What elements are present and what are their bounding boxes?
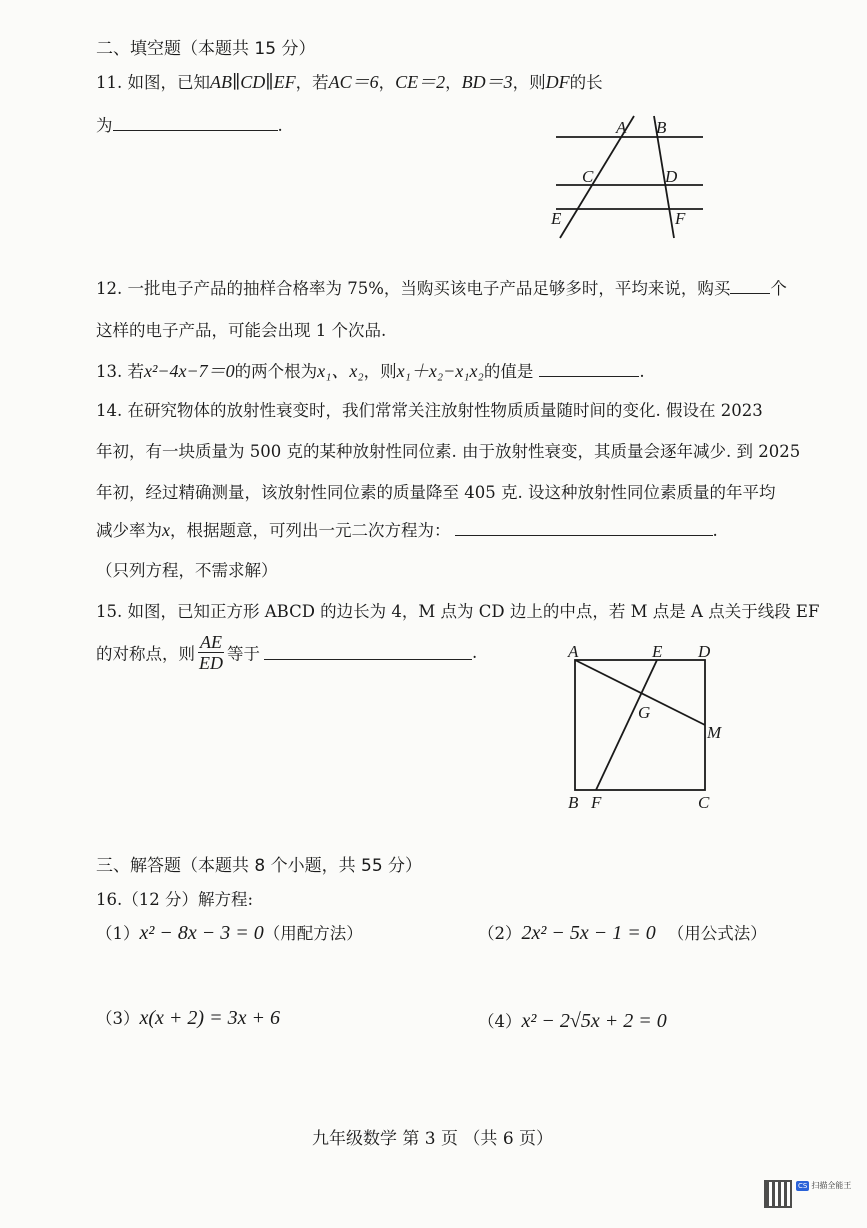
equation-2: 2x² − 5x − 1 = 0 xyxy=(521,922,656,944)
label-c: C xyxy=(698,793,710,812)
q11-cond-ac: AC＝6 xyxy=(328,72,379,92)
question-14-line3: 年初，经过精确测量，该放射性同位素的质量降至 405 克. 设这种放射性同位素质量的年平均 xyxy=(96,483,776,502)
q11-text-a: 如图，已知 xyxy=(127,73,210,92)
q14-text-a: 减少率为 xyxy=(96,521,162,540)
q13-roots: x₁、x₂ xyxy=(317,361,364,381)
question-15-line2 xyxy=(96,632,477,673)
q13-prefix: 13. 若 xyxy=(96,362,144,381)
label-a: A xyxy=(616,118,627,137)
q11-target: DF xyxy=(545,72,570,92)
question-14-line2: 年初，有一块质量为 500 克的某种放射性同位素. 由于放射性衰变，其质量会逐年减少. 到 2025 xyxy=(96,442,801,461)
q14-end: . xyxy=(712,521,718,540)
question-14-line4 xyxy=(96,517,718,541)
answer-blank-11[interactable] xyxy=(113,116,278,131)
fraction-denominator: ED xyxy=(199,653,223,673)
scanner-logo-icon: CS xyxy=(798,1182,808,1190)
label-g: G xyxy=(638,703,651,722)
question-16-part4 xyxy=(478,1008,667,1033)
question-13-text xyxy=(96,357,645,383)
part-number: （3） xyxy=(96,1009,140,1028)
q13-expression: x₁＋x₂−x₁x₂ xyxy=(396,361,484,381)
segment-ef xyxy=(596,660,657,790)
question-16-part1 xyxy=(96,920,363,945)
figure-parallel-lines xyxy=(548,112,708,242)
label-d: D xyxy=(698,642,711,661)
q11-line2: 为 xyxy=(96,116,113,135)
label-b: B xyxy=(568,793,579,812)
question-16-part2 xyxy=(478,920,767,945)
question-16-part3 xyxy=(96,1005,280,1030)
figure-square-abcd xyxy=(560,640,735,812)
fraction-ae-over-ed xyxy=(198,632,224,673)
part-number: （4） xyxy=(478,1012,522,1031)
q13-end: . xyxy=(639,362,645,381)
section-title-solve: 三、解答题（本题共 8 个小题，共 55 分） xyxy=(96,856,423,876)
label-d: D xyxy=(665,167,678,186)
q12-end: 个 xyxy=(770,279,787,298)
q12-text: 12. 一批电子产品的抽样合格率为 75%，当购买该电子产品足够多时，平均来说，购买 xyxy=(96,279,731,298)
q11-cond-parallel: AB∥CD∥EF xyxy=(210,72,296,92)
answer-blank-12[interactable] xyxy=(730,279,770,294)
label-c: C xyxy=(582,167,594,186)
scanner-watermark-text: 扫描全能王 xyxy=(811,1181,852,1190)
question-11-answer-line xyxy=(96,112,283,136)
label-f: F xyxy=(591,793,602,812)
fraction-numerator: AE xyxy=(200,632,222,652)
method-2: （用公式法） xyxy=(667,924,767,943)
label-m: M xyxy=(707,723,722,742)
question-12-line2: 这样的电子产品，可能会出现 1 个次品. xyxy=(96,321,387,340)
answer-blank-14[interactable] xyxy=(455,521,713,536)
section-title-fill-in: 二、填空题（本题共 15 分） xyxy=(96,39,316,59)
q14-text-b: ，根据题意，可列出一元二次方程为： xyxy=(170,521,451,540)
equation-1: x² − 8x − 3 = 0 xyxy=(139,922,264,944)
label-b: B xyxy=(656,118,667,137)
page-footer: 九年级数学 第 3 页 （共 6 页） xyxy=(312,1129,554,1149)
square-abcd xyxy=(575,660,705,790)
scanner-watermark xyxy=(796,1180,851,1191)
question-number: 11. xyxy=(96,73,123,92)
equation-4: x² − 2√5x + 2 = 0 xyxy=(521,1010,667,1032)
q11-text-b: ，若 xyxy=(295,73,329,92)
question-14-line1: 14. 在研究物体的放射性衰变时，我们常常关注放射性物质质量随时间的变化. 假设在 2023 xyxy=(96,401,763,420)
label-e: E xyxy=(652,642,663,661)
question-16-title: 16.（12 分）解方程: xyxy=(96,890,254,909)
q11-end: . xyxy=(277,116,283,135)
q13-mid2: ，则 xyxy=(363,362,397,381)
q11-sep1: ， xyxy=(378,73,396,92)
q11-text-e: ，则 xyxy=(512,73,546,92)
part-number: （2） xyxy=(478,924,522,943)
question-15-line1: 15. 如图，已知正方形 ABCD 的边长为 4，M 点为 CD 边上的中点，若 M 点是 A 点关于线段 EF xyxy=(96,602,820,621)
equation-3: x(x + 2) = 3x + 6 xyxy=(139,1007,280,1029)
answer-blank-15[interactable] xyxy=(264,645,472,660)
q15-text-a: 的对称点，则 xyxy=(96,644,195,664)
method-1: （用配方法） xyxy=(263,924,363,943)
question-14-note: （只列方程，不需求解） xyxy=(96,561,278,580)
q13-equation: x²−4x−7＝0 xyxy=(144,361,235,381)
q15-end: . xyxy=(472,643,478,662)
question-11-text xyxy=(96,68,603,94)
q13-tail: 的值是 xyxy=(483,362,534,381)
question-12-line1 xyxy=(96,275,787,299)
answer-blank-13[interactable] xyxy=(539,362,639,377)
q11-sep2: ， xyxy=(445,73,462,92)
q15-text-b: 等于 xyxy=(227,644,260,664)
q11-cond-ce: CE＝2 xyxy=(395,72,446,92)
label-a: A xyxy=(568,642,579,661)
label-e: E xyxy=(551,209,562,228)
label-f: F xyxy=(675,209,686,228)
q11-text-f: 的长 xyxy=(569,73,603,92)
q13-mid: 的两个根为 xyxy=(234,362,318,381)
part-number: （1） xyxy=(96,924,140,943)
q14-variable: x xyxy=(162,520,170,540)
qr-code-icon xyxy=(764,1180,792,1208)
q11-cond-bd: BD＝3 xyxy=(461,72,513,92)
